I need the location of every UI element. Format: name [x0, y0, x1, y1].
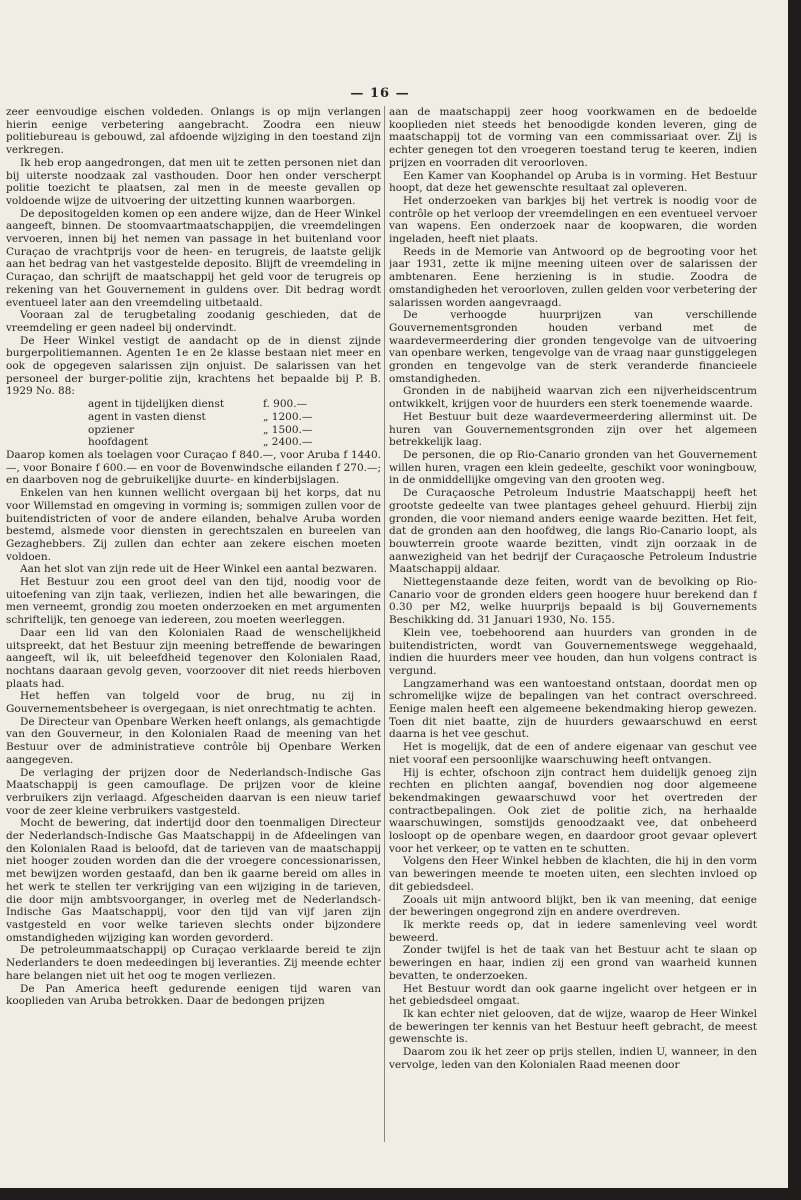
scan-edge-right	[788, 0, 801, 1200]
paragraph: De depositogelden komen op een andere wijze, dan de Heer Winkel aangeeft, binnen. De stoomvaartmaatschappijen, die vreemdelingen vervoeren, innen bij het nemen van passage in het buitenland voor Curaçao de vrachtprijs voor de heen- en terugreis, de laatste gelijk aan het bedrag van het vastgestelde deposito. Blijft de vreemdeling in Curaçao, dan schrijft de maatschappij het geld voor de terugreis op rekening van het Gouvernement in guldens over. Dit bedrag wordt eventueel later aan den vreemdeling uitbetaald.	[6, 207, 381, 309]
paragraph: Gronden in de nabijheid waarvan zich een nijverheidscentrum ontwikkelt, krijgen voor de huurders een sterk toenemende waarde.	[389, 385, 757, 411]
column-divider	[384, 106, 385, 1142]
paragraph: Reeds in de Memorie van Antwoord op de begrooting voor het jaar 1931, zette ik mijne meening uiteen over de salarissen der ambtenaren. Eene herziening is in studie. Zoodra de omstandigheden het veroorloven, zullen gelden voor verbetering der salarissen worden aangevraagd.	[389, 245, 757, 309]
paragraph: De Heer Winkel vestigt de aandacht op de in dienst zijnde burgerpolitiemannen. Agenten 1e en 2e klasse bestaan niet meer en ook de opgegeven salarissen zijn onjuist. De salarissen van het personeel der burger-politie zijn, krachtens het bepaalde bij P. B. 1929 No. 88:	[6, 334, 381, 398]
salary-table	[6, 398, 381, 449]
salary-amount: „ 2400.—	[263, 436, 313, 449]
paragraph: De Directeur van Openbare Werken heeft onlangs, als gemachtigde van den Gouverneur, in den Kolonialen Raad de meening van het Bestuur over de administratieve contrôle bij Openbare Werken aangegeven.	[6, 715, 381, 766]
paragraph: Het is mogelijk, dat de een of andere eigenaar van geschut vee niet vooraf een persoonlijke waarschuwing heeft ontvangen.	[389, 741, 757, 766]
paragraph: Ik kan echter niet gelooven, dat de wijze, waarop de Heer Winkel de beweringen ter kennis van het Bestuur heeft gebracht, de meest gewenschte is.	[389, 1007, 757, 1046]
paragraph: Het Bestuur zou een groot deel van den tijd, noodig voor de uitoefening van zijn taak, verliezen, indien het alle bewaringen, die men verneemt, grondig zou moeten onderzoeken en met argumenten schriftelijk, ten genoege van iedereen, zou moeten weerleggen.	[6, 576, 381, 627]
paragraph: De Curaçaosche Petroleum Industrie Maatschappij heeft het grootste gedeelte van twee plantages geheel gehuurd. Hierbij zijn gronden, die voor niemand anders eenige waarde bezitten. Het feit, dat de gronden aan den hoofdweg, die langs Rio-Canario loopt, als bouwterrein groote waarde bezitten, vindt zijn oorzaak in de aanwezigheid van het bedrijf der Curaçaosche Petroleum Industrie Maatschappij aldaar.	[389, 487, 757, 576]
paragraph: Vooraan zal de terugbetaling zoodanig geschieden, dat de vreemdeling er geen nadeel bij ondervindt.	[6, 309, 381, 334]
salary-label: agent in vasten dienst	[88, 410, 206, 423]
paragraph: De verhoogde huurprijzen van verschillende Gouvernementsgronden houden verband met de waardevermeerdering dier gronden tengevolge van de uitvoering van openbare werken, tengevolge van de vraag naar gunstiggelegen gronden en tengevolge van de sterk veranderde financieele omstandigheden.	[389, 309, 757, 385]
paragraph: Niettegenstaande deze feiten, wordt van de bevolking op Rio-Canario voor de gronden elders geen hoogere huur berekend dan f 0.30 per M2, welke huurprijs bepaald is bij Gouvernements Beschikking dd. 31 Januari 1930, No. 155.	[389, 576, 757, 627]
salary-row	[6, 398, 381, 411]
paragraph: zeer eenvoudige eischen voldeden. Onlangs is op mijn verlangen hierin eenige verbetering aangebracht. Zoodra een nieuw politiebureau is gebouwd, zal afdoende wijziging in den toestand zijn verkregen.	[6, 106, 381, 157]
salary-amount: f. 900.—	[263, 398, 308, 411]
paragraph: Het onderzoeken van barkjes bij het vertrek is noodig voor de contrôle op het verloop der vreemdelingen en een eventueel vervoer van wapens. Een onderzoek naar de koopwaren, die worden ingeladen, heeft niet plaats.	[389, 194, 757, 246]
paragraph: Volgens den Heer Winkel hebben de klachten, die hij in den vorm van beweringen meende te moeten uiten, een slechten invloed op dit gebiedsdeel.	[389, 855, 757, 893]
paragraph: De verlaging der prijzen door de Nederlandsch-Indische Gas Maatschappij is geen camouflage. De prijzen voor de kleine verbruikers zijn verlaagd. Afgescheiden daarvan is een nieuw tarief voor de zeer kleine verbruikers vastgesteld.	[6, 766, 381, 817]
paragraph: Mocht de bewering, dat indertijd door den toenmaligen Directeur der Nederlandsch-Indische Gas Maatschappij in de Afdeelingen van den Kolonialen Raad is beloofd, dat de tarieven van de maatschappij niet hooger zouden worden dan die der vroegere concessionarissen, met bewijzen worden gestaafd, dan ben ik gaarne bereid om alles in het werk te stellen ter verkrijging van een wijziging in de tarieven, die door mijn ambtsvoorganger, in overleg met de Nederlandsch-Indische Gas Maatschappij, voor den tijd van vijf jaren zijn vastgesteld en voor welke tarieven slechts onder bijzondere omstandigheden wijziging kan worden gevorderd.	[6, 817, 381, 944]
paragraph: Aan het slot van zijn rede uit de Heer Winkel een aantal bezwaren.	[20, 563, 378, 576]
paragraph: Het Bestuur wordt dan ook gaarne ingelicht over hetgeen er in het gebiedsdeel omgaat.	[389, 982, 757, 1008]
salary-row	[6, 411, 381, 424]
page-number: — 16 —	[350, 86, 410, 101]
paragraph: Langzamerhand was een wantoestand ontstaan, doordat men op schromelijke wijze de bepalingen van het contract overschreed. Eenige malen heeft een algemeene bekendmaking hierop gewezen. Toen dit niet baatte, zijn de huurders gewaarschuwd en eerst daarna is het vee geschut.	[389, 677, 757, 741]
paragraph: Klein vee, toebehoorend aan huurders van gronden in de buitendistricten, wordt van Gouvernementswege weggehaald, indien die huurders meer vee houden, dan hun volgens contract is vergund.	[389, 626, 757, 677]
salary-amount: „ 1200.—	[263, 410, 313, 423]
paragraph: De petroleummaatschappij op Curaçao verklaarde bereid te zijn Nederlanders te doen medeedingen bij leveranties. Zij meende echter hare belangen niet uit het oog te mogen verliezen.	[6, 944, 381, 982]
paragraph: Ik heb erop aangedrongen, dat men uit te zetten personen niet dan bij uiterste noodzaak zal vasthouden. Door hen onder verscherpt politie toezicht te plaatsen, zal men in de meeste gevallen op voldoende wijze de uitvoering der uitzetting kunnen waarborgen.	[6, 156, 381, 207]
right-column	[389, 106, 757, 1156]
scan-edge-bottom	[0, 1188, 801, 1200]
paragraph: Zonder twijfel is het de taak van het Bestuur acht te slaan op beweringen en haar, indien zij een grond van waarheid kunnen bevatten, te onderzoeken.	[389, 944, 757, 982]
paragraph: Hij is echter, ofschoon zijn contract hem duidelijk genoeg zijn rechten en plichten aangaf, bovendien nog door algemeene bekendmakingen gewaarschuwd voor het overtreden der contractbepalingen. Ook ziet de politie zich, na herhaalde waarschuwingen, somstijds genoodzaakt vee, dat onbeheerd losloopt op de openbare wegen, en daardoor groot gevaar oplevert voor het verkeer, op te vatten en te schutten.	[389, 766, 757, 855]
salary-label: opziener	[88, 423, 135, 436]
paragraph: aan de maatschappij zeer hoog voorkwamen en de bedoelde kooplieden niet steeds het benoodigde konden leveren, ging de maatschappij tot de vorming van een commissariaat over. Zij is echter genegen tot den vroegeren toestand terug te keeren, indien prijzen en voorraden dit veroorloven.	[389, 106, 757, 169]
left-column	[6, 106, 381, 1156]
paragraph: Het Bestuur buit deze waardevermeerdering allerminst uit. De huren van Gouvernementsgronden zijn over het algemeen betrekkelijk laag.	[389, 410, 757, 449]
paragraph: Zooals uit mijn antwoord blijkt, ben ik van meening, dat eenige der beweringen ongegrond zijn en andere overdreven.	[389, 893, 757, 919]
paragraph: Ik merkte reeds op, dat in iedere samenleving veel wordt beweerd.	[389, 919, 757, 944]
salary-row	[6, 436, 381, 449]
paragraph: Enkelen van hen kunnen wellicht overgaan bij het korps, dat nu voor Willemstad en omgeving in vorming is; sommigen zullen voor de buitendistricten of voor de andere eilanden, behalve Aruba worden bestemd, alsmede voor diensten in gerechtszalen en bureelen van Gezaghebbers. Zij zullen dan echter aan zekere eischen moeten voldoen.	[6, 487, 381, 563]
salary-label: hoofdagent	[88, 436, 149, 449]
paragraph: Daarom zou ik het zeer op prijs stellen, indien U, wanneer, in den vervolge, leden van den Kolonialen Raad meenen door	[389, 1046, 757, 1071]
salary-row	[6, 424, 381, 437]
paragraph: Het heffen van tolgeld voor de brug, nu zij in Gouvernementsbeheer is overgegaan, is niet onrechtmatig te achten.	[6, 690, 381, 716]
salary-amount: „ 1500.—	[263, 423, 313, 436]
paragraph: Daar een lid van den Kolonialen Raad de wenschelijkheid uitspreekt, dat het Bestuur zijn meening betreffende de bewaringen aangeeft, wil ik, uit beleefdheid tegenover den Kolonialen Raad, nochtans daaraan gevolg geven, voorzoover dit niet reeds hierboven plaats had.	[6, 626, 381, 690]
paragraph: De Pan America heeft gedurende eenigen tijd waren van kooplieden van Aruba betrokken. Daar de bedongen prijzen	[6, 982, 381, 1008]
paragraph: Daarop komen als toelagen voor Curaçao f 840.—, voor Aruba f 1440.—, voor Bonaire f 600.— en voor de Bovenwindsche eilanden f 270.—; en daarboven nog de gebruikelijke duurte- en kinderbijslagen.	[6, 448, 381, 487]
paragraph: De personen, die op Rio-Canario gronden van het Gouvernement willen huren, vragen een klein gedeelte, geschikt voor woningbouw, in de onmiddellijke omgeving van den grooten weg.	[389, 448, 757, 487]
salary-label: agent in tijdelijken dienst	[88, 398, 225, 411]
paragraph: Een Kamer van Koophandel op Aruba is in vorming. Het Bestuur hoopt, dat deze het gewenschte resultaat zal opleveren.	[389, 169, 757, 195]
